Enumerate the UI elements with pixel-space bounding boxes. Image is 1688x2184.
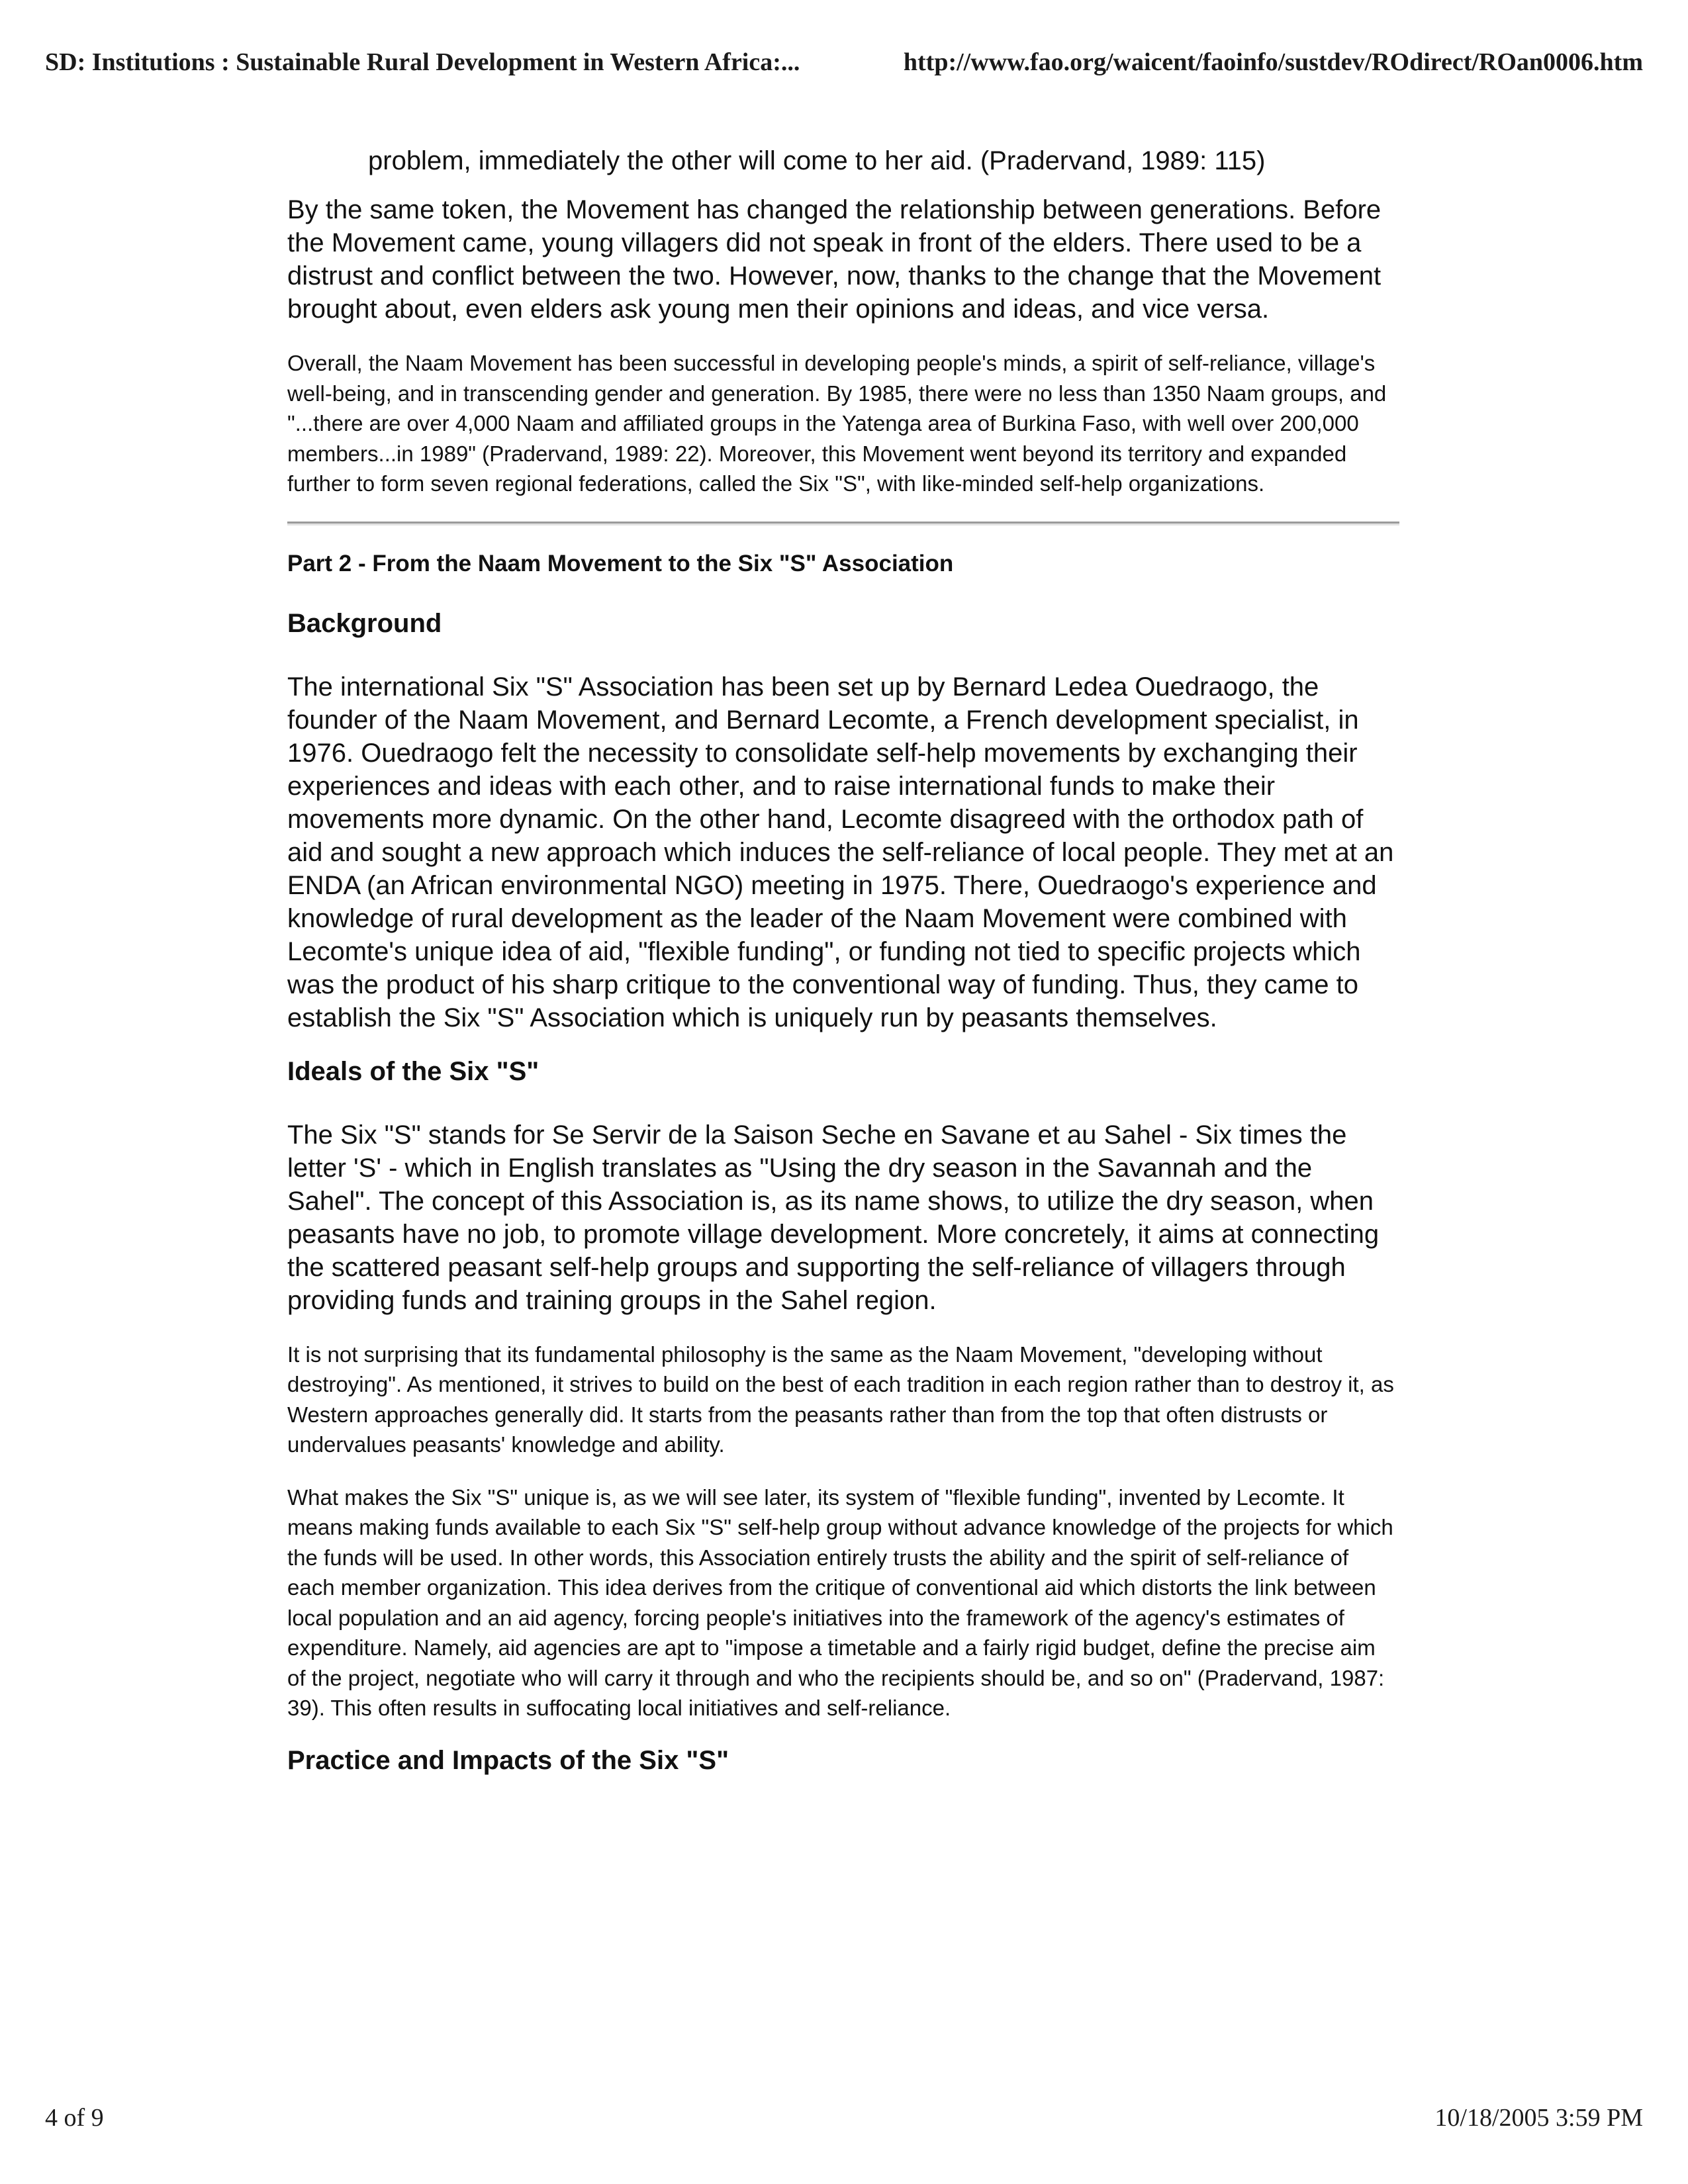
document-body <box>287 144 1399 1807</box>
print-timestamp: 10/18/2005 3:59 PM <box>1434 2104 1643 2132</box>
practice-heading: Practice and Impacts of the Six "S" <box>287 1745 729 1775</box>
quote-continuation: problem, immediately the other will come to her aid. (Pradervand, 1989: 115) <box>368 146 1266 175</box>
background-paragraph: The international Six "S" Association has been set up by Bernard Ledea Ouedraogo, the founder of the Naam Movement, and Bernard Lecomte, a French development specialist, in 1976. Ouedraogo felt the necessity to consolidate self-help movements by exchanging their experiences and ideas with each other, and to raise international funds to make their movements more dynamic. On the other hand, Lecomte disagreed with the orthodox path of aid and sought a new approach which induces the self-reliance of local people. They met at an ENDA (an African environmental NGO) meeting in 1975. There, Ouedraogo's experience and knowledge of rural development as the leader of the Naam Movement were combined with Lecomte's unique idea of aid, "flexible funding", or funding not tied to specific projects which was the product of his sharp critique to the conventional way of funding. Thus, they came to establish the Six "S" Association which is uniquely run by peasants themselves. <box>287 672 1394 1032</box>
background-heading: Background <box>287 608 442 638</box>
paragraph-generations: By the same token, the Movement has changed the relationship between generations. Before the Movement came, young villagers did not speak in front of the elders. There used to be a distrust and conflict between the two. However, now, thanks to the change that the Movement brought about, even elders ask young men their opinions and ideas, and vice versa. <box>287 195 1382 324</box>
print-header-title: SD: Institutions : Sustainable Rural Development in Western Africa:... <box>45 48 800 76</box>
page-number: 4 of 9 <box>45 2104 104 2132</box>
ideals-paragraph-3: What makes the Six "S" unique is, as we will see later, its system of "flexible funding", invented by Lecomte. It means making funds available to each Six "S" self-help group without advance knowledge of the projects for which the funds will be used. In other words, this Association entirely trusts the ability and the spirit of self-reliance of each member organization. This idea derives from the critique of conventional aid which distorts the link between local population and an aid agency, forcing people's initiatives into the framework of the agency's estimates of expenditure. Namely, aid agencies are apt to "impose a timetable and a fairly rigid budget, define the precise aim of the project, negotiate who will carry it through and who the recipients should be, and so on" (Pradervand, 1987: 39). This often results in suffocating local initiatives and self-reliance. <box>287 1484 1393 1720</box>
part-2-heading: Part 2 - From the Naam Movement to the Six "S" Association <box>287 550 954 576</box>
print-header-url: http://www.fao.org/waicent/faoinfo/sustdev/ROdirect/ROan0006.htm <box>903 48 1643 76</box>
horizontal-rule <box>287 522 1399 525</box>
paragraph-overall: Overall, the Naam Movement has been successful in developing people's minds, a spirit of self-reliance, village's well-being, and in transcending gender and generation. By 1985, there were no less than 1350 Naam groups, and "...there are over 4,000 Naam and affiliated groups in the Yatenga area of Burkina Faso, with well over 200,000 members...in 1989" (Pradervand, 1989: 22). Moreover, this Movement went beyond its territory and expanded further to form seven regional federations, called the Six "S", with like-minded self-help organizations. <box>287 351 1387 496</box>
ideals-paragraph-2: It is not surprising that its fundamental philosophy is the same as the Naam Movement, "developing without destroying". As mentioned, it strives to build on the best of each tradition in each region rather than to destroy it, as Western approaches generally did. It starts from the peasants rather than from the top that often distrusts or undervalues peasants' knowledge and ability. <box>287 1342 1394 1457</box>
ideals-paragraph-1: The Six "S" stands for Se Servir de la Saison Seche en Savane et au Sahel - Six times the letter 'S' - which in English translates as "Using the dry season in the Savannah and the Sahel". The concept of this Association is, as its name shows, to utilize the dry season, when peasants have no job, to promote village development. More concretely, it aims at connecting the scattered peasant self-help groups and supporting the self-reliance of villagers through providing funds and training groups in the Sahel region. <box>287 1120 1380 1315</box>
ideals-heading: Ideals of the Six "S" <box>287 1056 539 1086</box>
